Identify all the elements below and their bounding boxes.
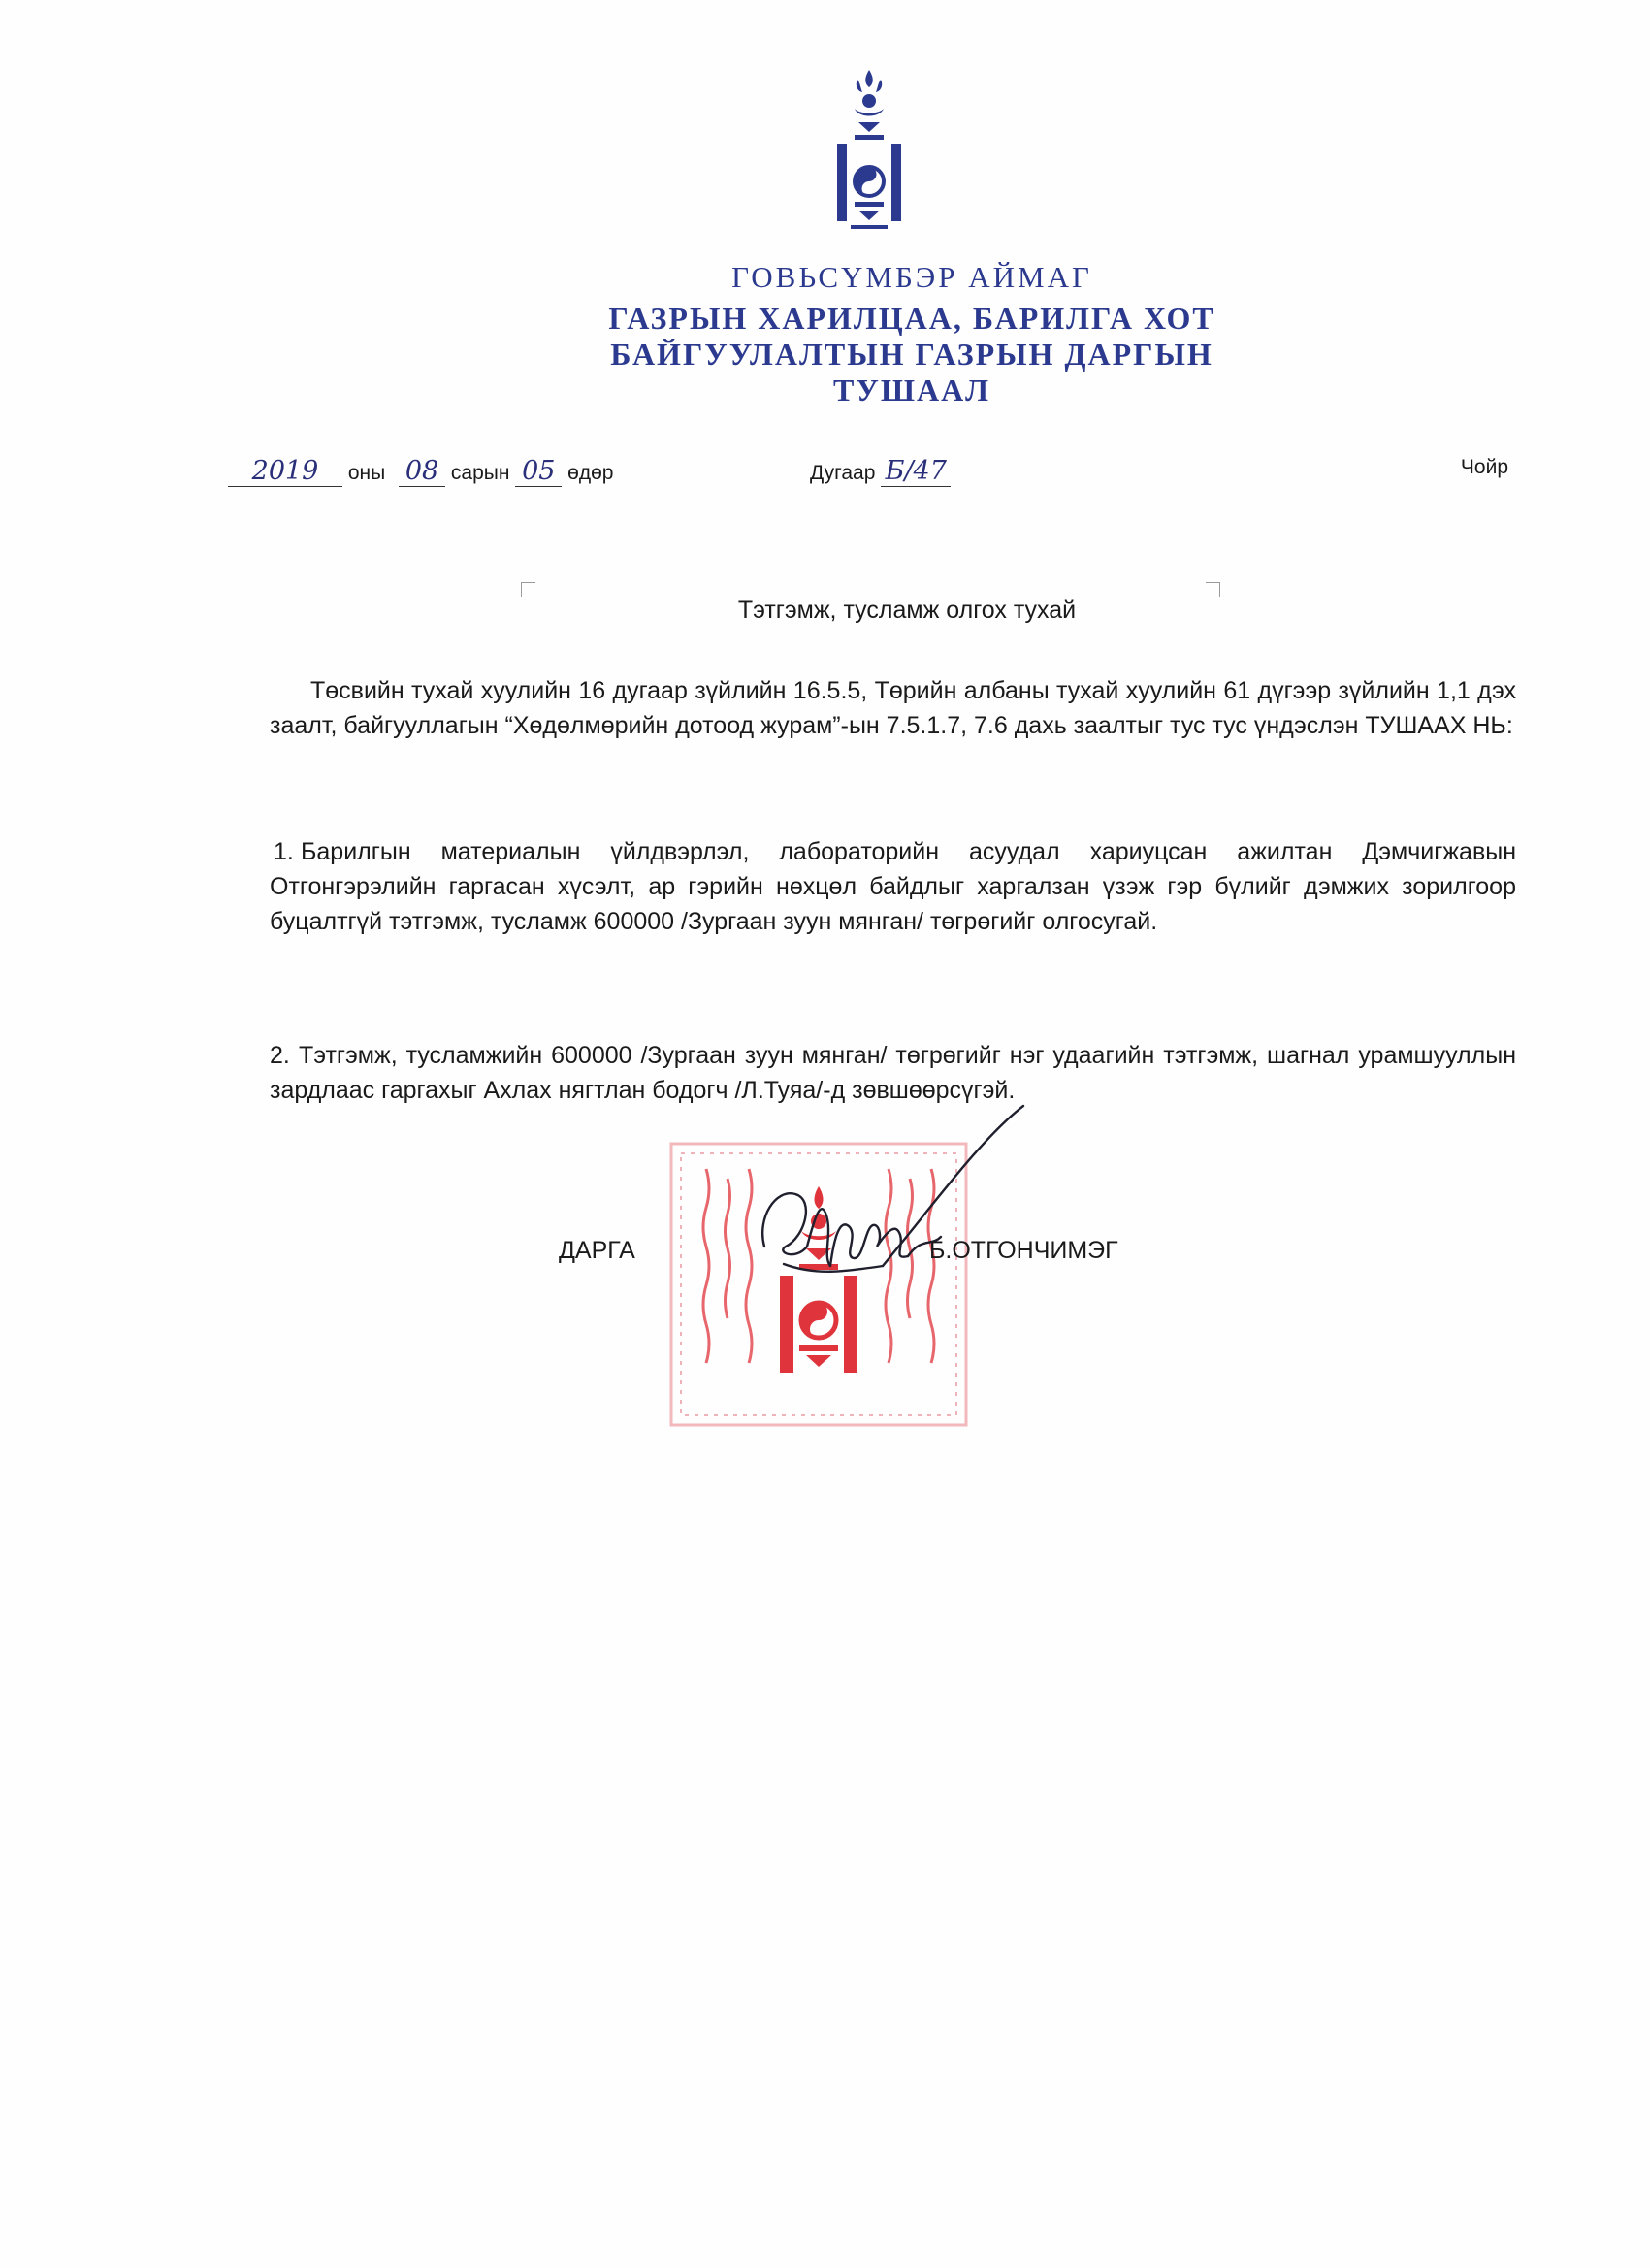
- organization-title-line1: ГАЗРЫН ХАРИЛЦАА, БАРИЛГА ХОТ: [608, 301, 1215, 336]
- signatory-name: Б.ОТГОНЧИМЭГ: [929, 1237, 1118, 1264]
- date-month-label: сарын: [450, 462, 510, 484]
- subject-corner-left: [521, 582, 535, 597]
- document-subject: Тэтгэмж, тусламж олгох тухай: [737, 597, 1077, 624]
- soyombo-emblem-icon: [825, 68, 913, 243]
- order-item-1: [270, 834, 1516, 939]
- handwritten-signature-icon: [737, 1101, 1028, 1324]
- aimag-title: ГОВЬСҮМБЭР АЙМАГ: [731, 260, 1092, 294]
- organization-title-line2: БАЙГУУЛАЛТЫН ГАЗРЫН ДАРГЫН: [610, 337, 1213, 372]
- date-year-label: оны: [347, 462, 386, 484]
- document-number: [810, 456, 951, 487]
- order-item-1-number: 1.: [274, 838, 294, 865]
- signatory-title: ДАРГА: [559, 1237, 635, 1264]
- order-item-2: [270, 1038, 1516, 1108]
- order-item-2-number: 2.: [270, 1042, 290, 1069]
- order-item-2-text: Тэтгэмж, тусламжийн 600000 /Зургаан зуун мянган/ төгрөгийг нэг удаагийн тэтгэмж, шагнал урамшууллын зардлаас гаргахыг Ахлах нягтлан бодогч /Л.Туяа/-д зөвшөөрсүгэй.: [270, 1042, 1516, 1104]
- subject-corner-right: [1206, 582, 1220, 597]
- preamble-paragraph: Төсвийн тухай хуулийн 16 дугаар зүйлийн 16.5.5, Төрийн албаны тухай хуулийн 61 дүгээр зүйлийн 1,1 дэх заалт, байгууллагын “Хөдөлмөрийн дотоод журам”-ын 7.5.1.7, 7.6 дахь заалтыг тус тус үндэслэн ТУШААХ НЬ:: [270, 677, 1516, 739]
- order-item-1-text: Барилгын материалын үйлдвэрлэл, лабораторийн асуудал хариуцсан ажилтан Дэмчигжавын Отгонгэрэлийн гаргасан хүсэлт, ар гэрийн нөхцөл байдлыг харгалзан үзэж гэр бүлийг дэмжих зорилгоор буцалтгүй тэтгэмж, тусламж 600000 /Зургаан зуун мянган/ төгрөгийг олгосугай.: [270, 838, 1516, 935]
- date-month-value: 08: [399, 456, 445, 487]
- document-place: Чойр: [1460, 456, 1508, 478]
- date-year-value: 2019: [228, 456, 342, 487]
- date-day-label: өдөр: [567, 462, 614, 484]
- document-number-value: Б/47: [881, 456, 951, 487]
- date-number-line: [228, 456, 1508, 495]
- document-type-title: ТУШААЛ: [832, 373, 991, 407]
- date-day-value: 05: [515, 456, 562, 487]
- organization-title: [87, 301, 1649, 408]
- document-number-label: Дугаар: [810, 462, 876, 484]
